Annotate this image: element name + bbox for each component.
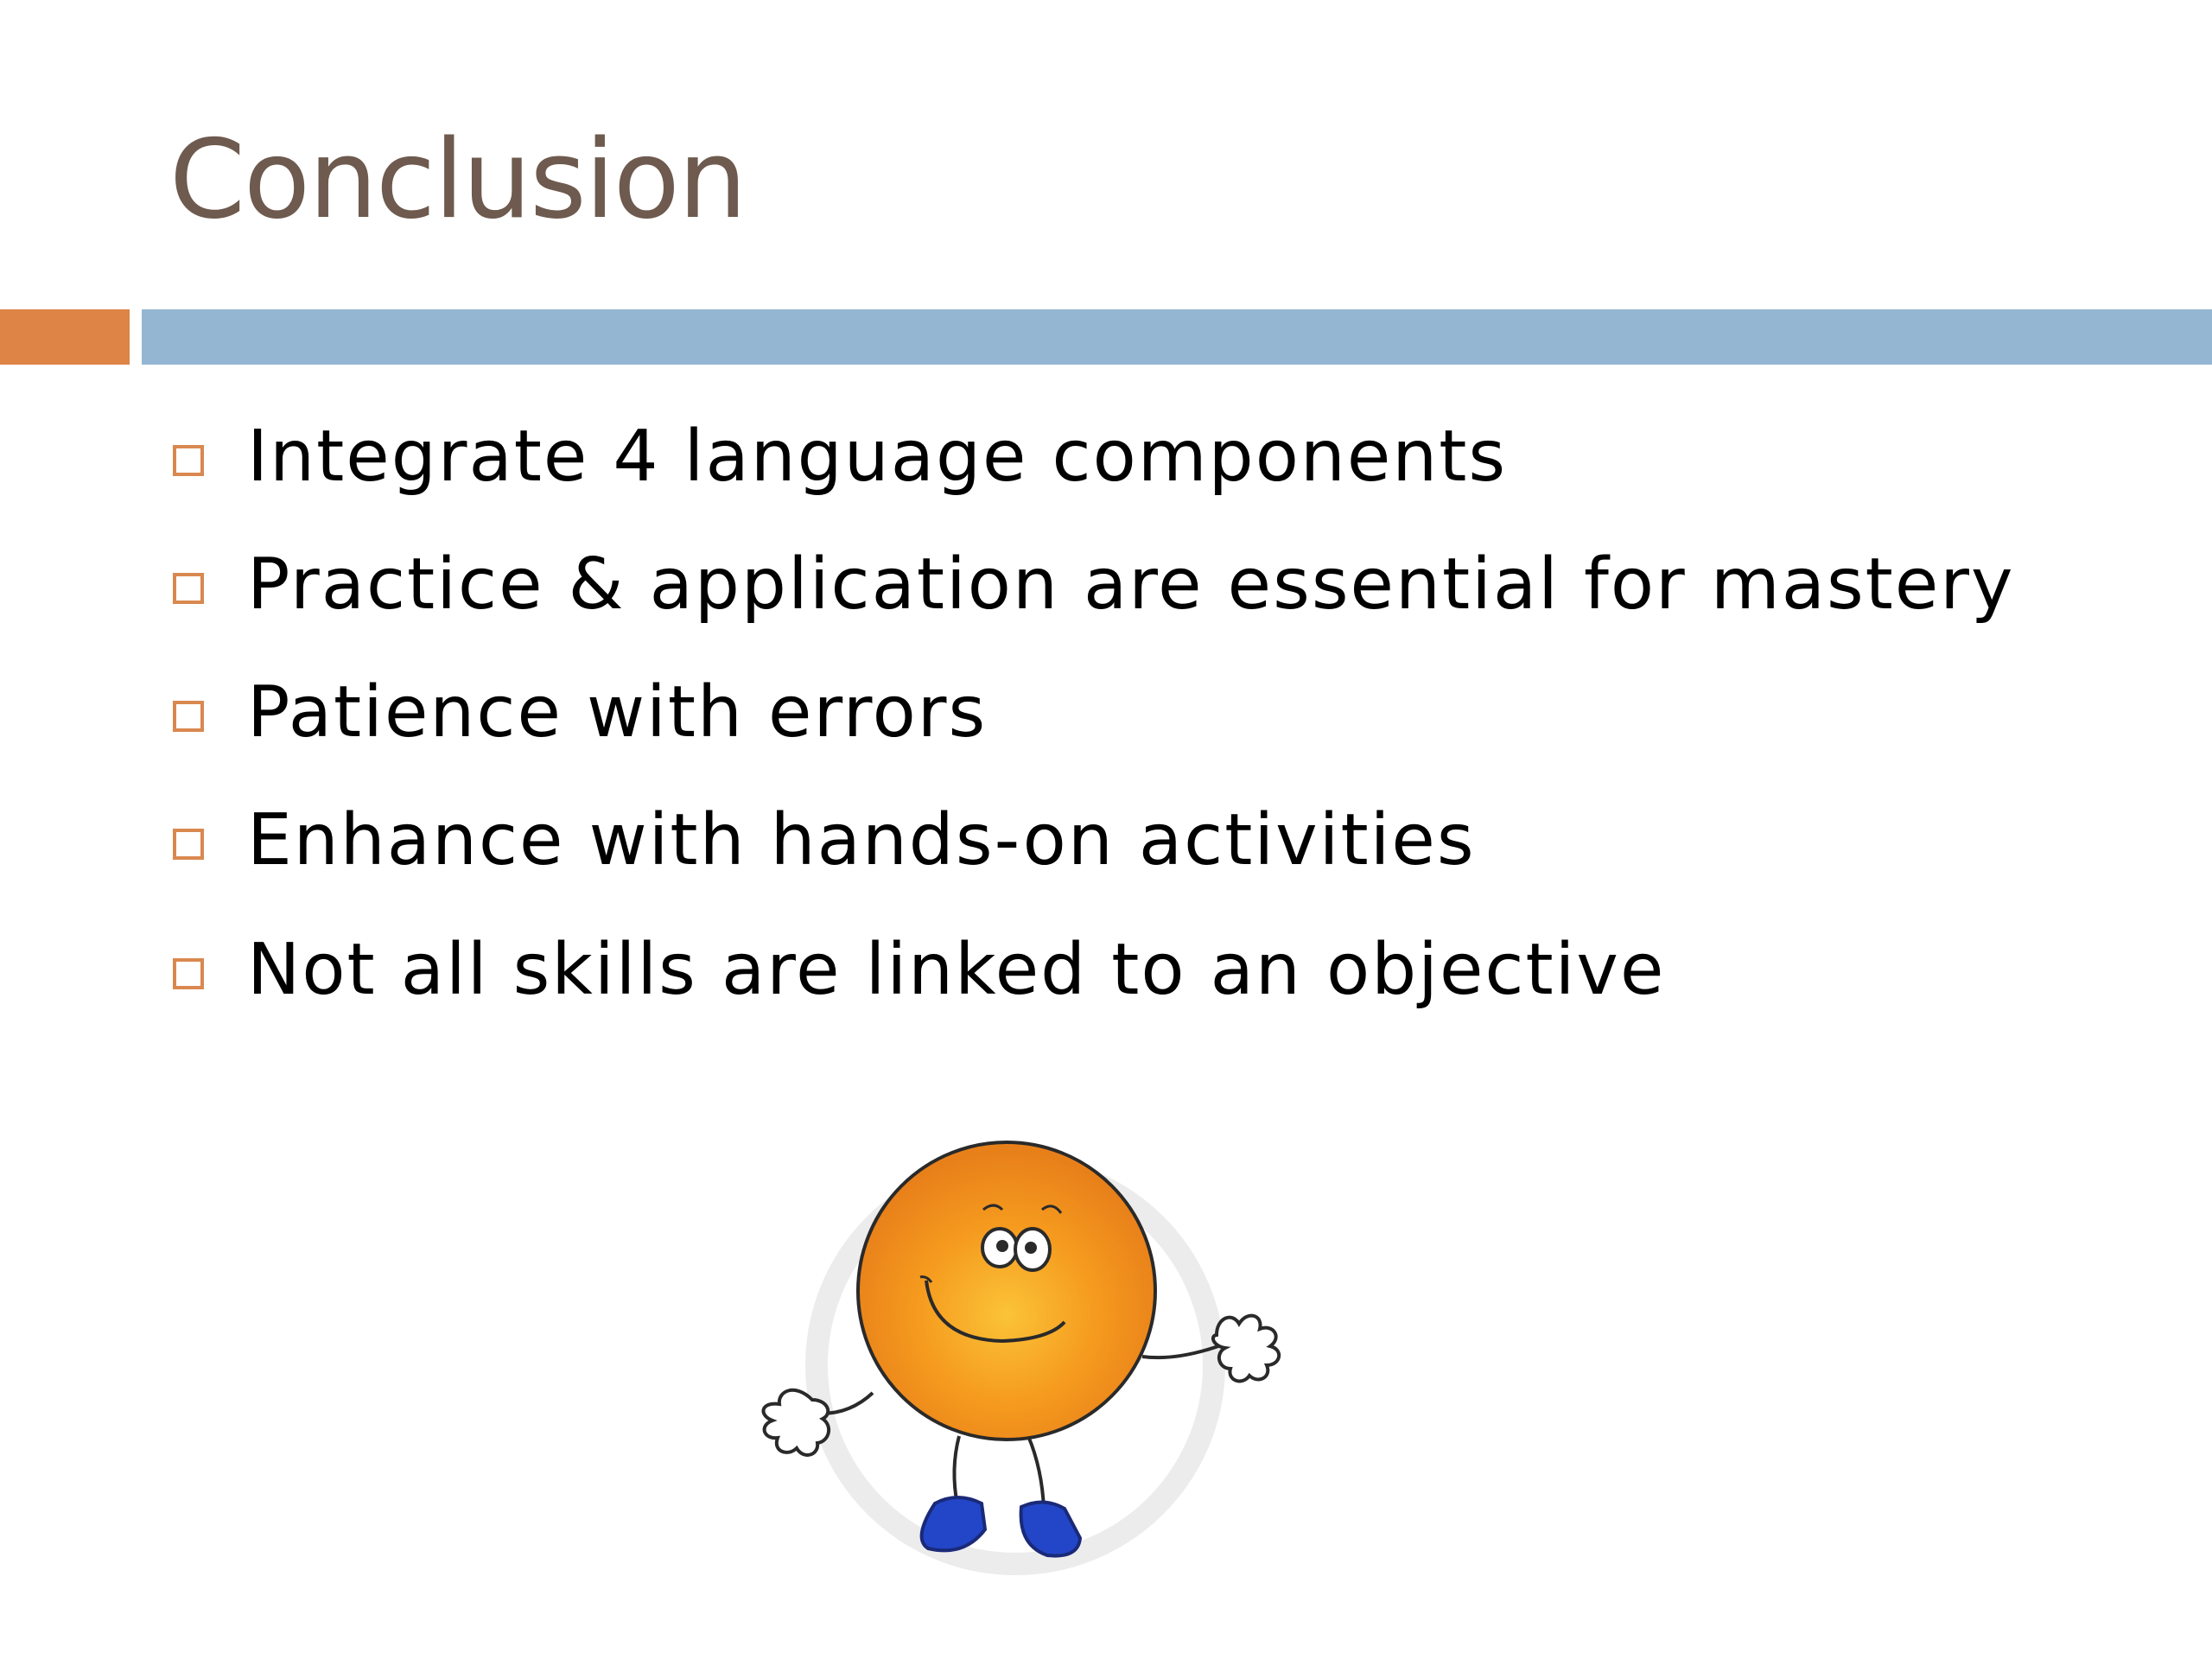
left-glove-icon — [764, 1390, 830, 1455]
bullet-text: Patience with errors — [247, 671, 988, 753]
left-shoe-icon — [922, 1497, 985, 1550]
bullet-item — [173, 657, 2160, 769]
bullet-text: Not all skills are linked to an objective — [247, 929, 1666, 1011]
slide-title: Conclusion — [169, 116, 746, 243]
bullet-item — [173, 914, 2160, 1027]
right-pupil — [1025, 1242, 1037, 1254]
left-pupil — [996, 1240, 1008, 1252]
bullet-text: Enhance with hands-on activities — [247, 799, 1476, 881]
title-accent-bar — [0, 309, 130, 365]
bullet-text: Integrate 4 language components — [247, 416, 1508, 498]
hollow-square-bullet-icon — [173, 701, 204, 732]
hollow-square-bullet-icon — [173, 445, 204, 476]
hollow-square-bullet-icon — [173, 958, 204, 989]
smiling-orange-mascot-icon — [743, 1071, 1313, 1659]
bullet-text: Practice & application are essential for mastery — [247, 543, 2015, 626]
title-rule-bar — [142, 309, 2212, 365]
bullet-item — [173, 401, 2160, 513]
hollow-square-bullet-icon — [173, 573, 204, 604]
right-leg — [1028, 1436, 1044, 1509]
bullet-item — [173, 529, 2160, 641]
bullet-item — [173, 785, 2160, 897]
mascot-body — [858, 1142, 1155, 1440]
hollow-square-bullet-icon — [173, 829, 204, 860]
right-shoe-icon — [1021, 1502, 1080, 1555]
left-leg — [954, 1436, 959, 1505]
